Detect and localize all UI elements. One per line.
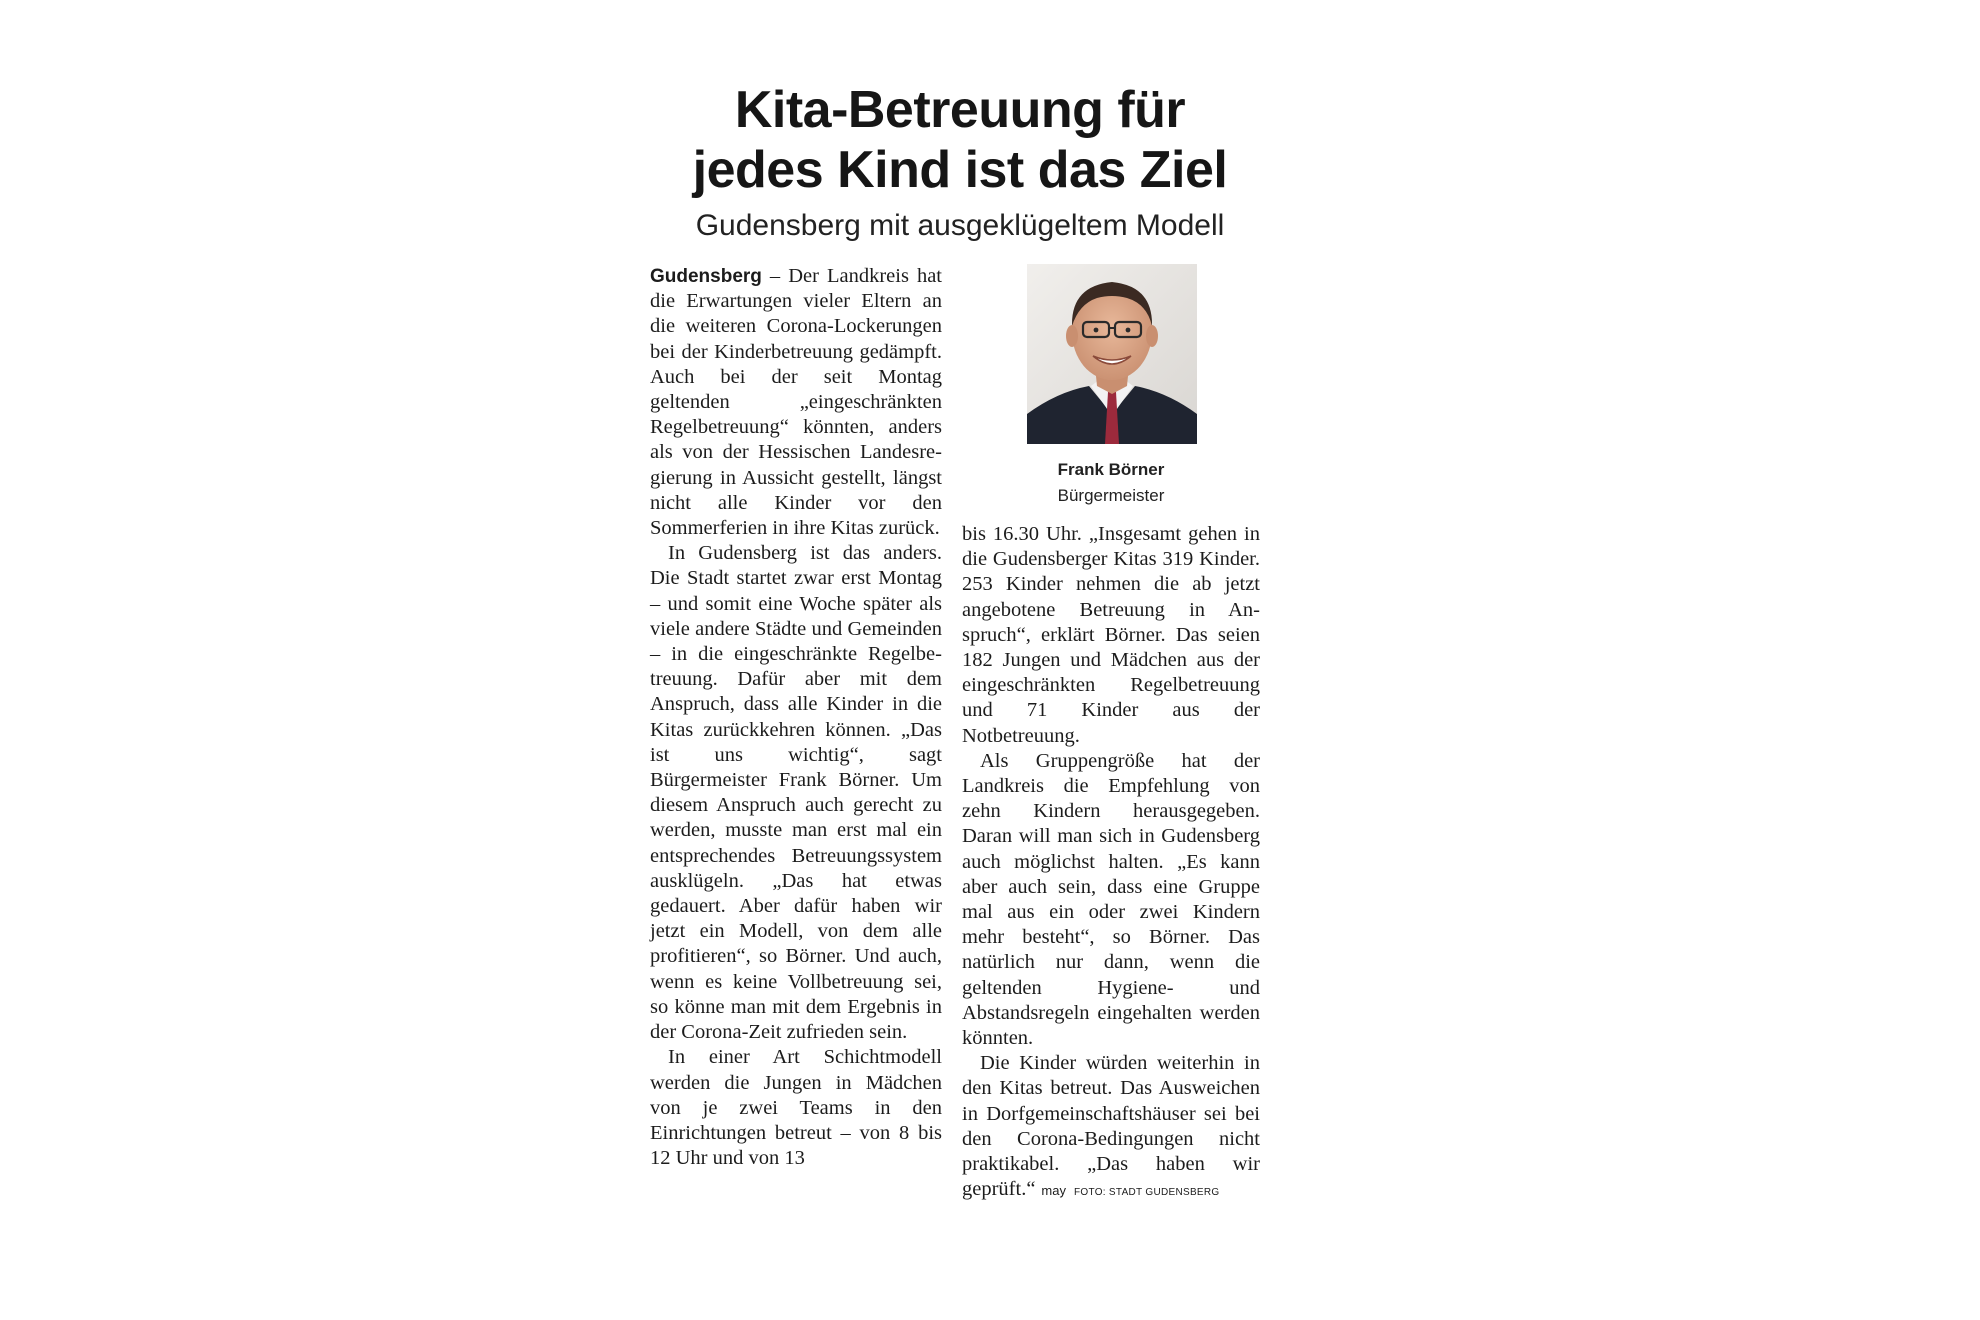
paragraph-3: In einer Art Schichtmodell werden die Jungen in Mädchen von je zwei Teams in den Einrichtungen betreut – von 8 bis 12 Uhr und von 13 — [650, 1046, 942, 1170]
paragraph-6 — [962, 1051, 1260, 1205]
paragraph-1-text: – Der Landkreis hat die Erwartungen vieler Eltern an die weiteren Corona-Lockerungen bei der Kinderbetreuung gedämpft. Auch bei der seit Montag geltenden „eingeschränkten Regelbetreuung“ könnten, anders als von der Hessischen Landesregierung in Aussicht gestellt, längst nicht alle Kinder vor den Sommerferien in ihre Kitas zurück. — [650, 265, 942, 540]
headline-line-1: Kita-Betreuung für — [734, 81, 1186, 139]
author-signoff: may — [1041, 1183, 1066, 1199]
paragraph-4: bis 16.30 Uhr. „Insgesamt gehen in die Gudensberger Kitas 319 Kinder. 253 Kinder nehmen die ab jetzt angebotene Betreuung in Anspruch“, erklärt Börner. Das seien 182 Jungen und Mädchen aus der eingeschränkten Regelbetreuung und 71 Kinder aus der Notbetreuung. — [962, 523, 1260, 747]
photo-credit: FOTO: STADT GUDENSBERG — [1073, 1187, 1220, 1199]
paragraph-1 — [650, 264, 942, 541]
paragraph-5: Als Gruppengröße hat der Landkreis die Empfehlung von zehn Kindern herausgegeben. Daran will man sich in Gudensberg auch möglichst halten. „Es kann aber auch sein, dass eine Gruppe mal aus ein oder zwei Kindern mehr besteht“, so Börner. Das natürlich nur dann, wenn die geltenden Hygiene- und Abstandsregeln eingehalten werden könnten. — [962, 749, 1260, 1050]
paragraph-2: In Gudensberg ist das anders. Die Stadt startet zwar erst Montag – und somit eine Woche später als viele andere Städte und Gemeinden – in die eingeschränkte Regelbetreuung. Dafür aber mit dem Anspruch, dass alle Kinder in die Kitas zurückkehren können. „Das ist uns wichtig“, sagt Bürgermeister Frank Börner. Um diesem Anspruch auch gerecht zu werden, musste man erst mal ein entsprechendes Betreuungssystem ausklügeln. „Das hat etwas gedauert. Aber dafür haben wir jetzt ein Modell, von dem alle profitieren“, so Börner. Und auch, wenn es keine Vollbetreuung sei, so könne man mit dem Ergebnis in der Corona-Zeit zufrieden sein. — [650, 542, 942, 1044]
photo-caption-role: Bürgermeister — [1057, 486, 1165, 505]
article-subheadline: Gudensberg mit ausgeklügeltem Modell — [695, 209, 1225, 242]
portrait-figure — [962, 264, 1260, 522]
photo-caption-name: Frank Börner — [1057, 460, 1165, 479]
dateline: Gudensberg — [650, 266, 762, 287]
portrait-image — [1027, 264, 1197, 444]
portrait-photo — [1027, 264, 1197, 444]
right-column — [962, 264, 1260, 1205]
newspaper-article — [650, 80, 1270, 1201]
headline-line-2: jedes Kind ist das Ziel — [692, 141, 1228, 199]
paragraph-6-text: Die Kinder würden weiterhin in den Kitas betreut. Das Ausweichen in Dorfgemeinschaftshäuser sei bei den Corona-Bedingungen nicht praktikabel. „Das haben wir geprüft.“ — [962, 1052, 1260, 1201]
article-headline — [650, 80, 1270, 200]
left-column — [650, 264, 942, 1171]
article-columns — [650, 264, 1270, 1294]
